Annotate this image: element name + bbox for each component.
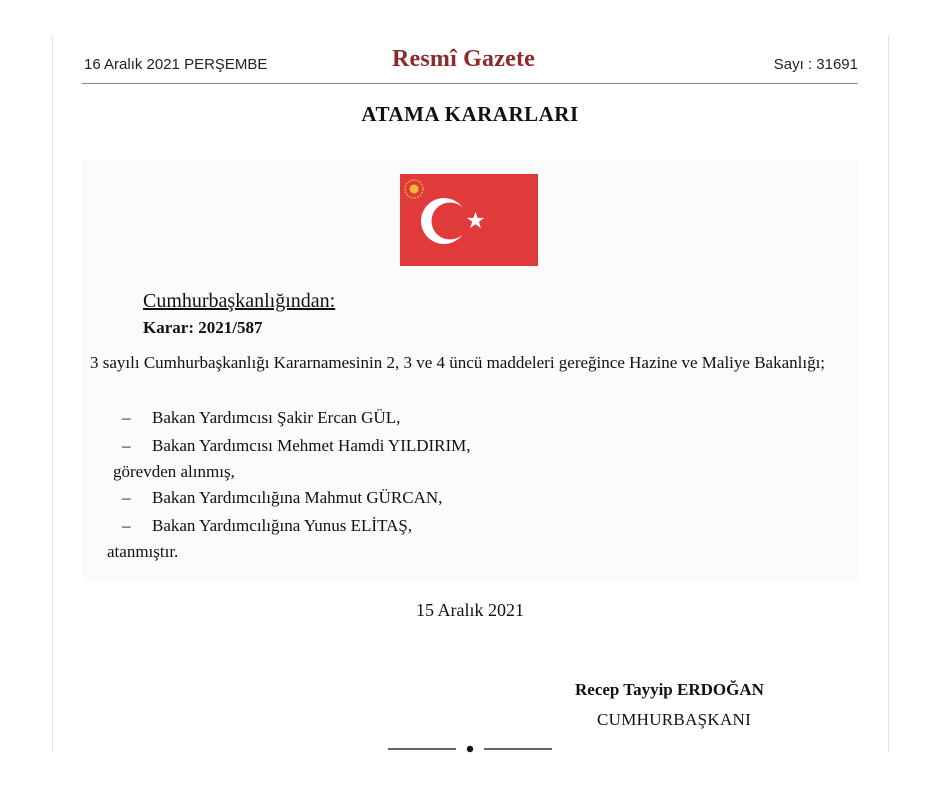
list-item <box>122 408 400 428</box>
decision-body: 3 sayılı Cumhurbaşkanlığı Kararnamesinin 2, 3 ve 4 üncü maddeleri gereğince Hazine ve Maliye Bakanlığı; <box>90 353 826 372</box>
issue-number: Sayı : 31691 <box>773 56 858 73</box>
list-dash: – <box>122 436 131 455</box>
signatory-name: Recep Tayyip ERDOĞAN <box>575 680 764 699</box>
appointed-person-2: Bakan Yardımcılığına Yunus ELİTAŞ, <box>152 516 413 535</box>
page-border-right <box>888 36 889 752</box>
appointed-note: atanmıştır. <box>107 542 179 561</box>
turkish-flag-presidential-seal-icon <box>400 174 538 266</box>
appointed-person-1: Bakan Yardımcılığına Mahmut GÜRCAN, <box>152 488 443 507</box>
removed-person-1: Bakan Yardımcısı Şakir Ercan GÜL, <box>152 408 401 427</box>
section-title: ATAMA KARARLARI <box>361 102 579 126</box>
list-dash: – <box>122 516 131 535</box>
list-dash: – <box>122 488 131 507</box>
page-border-left <box>52 36 53 752</box>
masthead-title: Resmî Gazete <box>392 46 536 72</box>
issue-date: 16 Aralık 2021 PERŞEMBE <box>84 56 268 73</box>
list-dash: – <box>122 408 131 427</box>
header-divider <box>82 83 858 84</box>
issuer: Cumhurbaşkanlığından: <box>143 290 336 312</box>
footer-ornament <box>388 744 552 754</box>
decision-date: 15 Aralık 2021 <box>416 600 524 620</box>
decision-number: Karar: 2021/587 <box>143 318 263 337</box>
removed-person-2: Bakan Yardımcısı Mehmet Hamdi YILDIRIM, <box>152 436 471 455</box>
list-item <box>122 436 471 456</box>
list-item <box>122 516 412 536</box>
removed-note: görevden alınmış, <box>113 462 235 481</box>
signatory-title: CUMHURBAŞKANI <box>597 710 752 729</box>
list-item <box>122 488 442 508</box>
